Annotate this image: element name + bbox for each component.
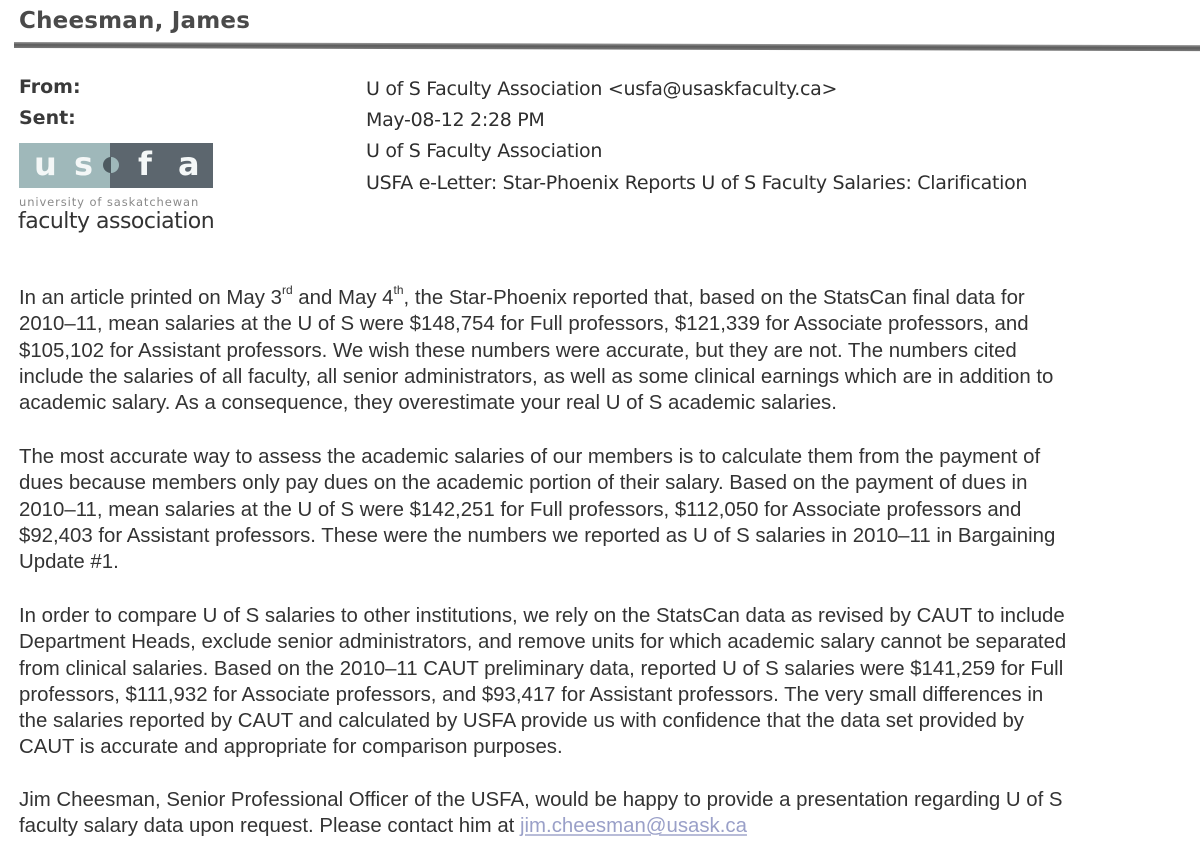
logo-letter-s: s [74,145,94,183]
logo-subtitle: university of saskatchewan [19,195,200,209]
paragraph-1 [19,285,1199,416]
paragraph-line: academic salary. As a consequence, they overestimate your real U of S academic salaries. [19,392,837,415]
logo-letter-u: u [34,145,57,183]
to-value: U of S Faculty Association [366,140,603,162]
paragraph-line: Update #1. [19,551,119,574]
header-rule [14,42,1200,51]
paragraph-3 [19,603,1199,761]
superscript: rd [281,283,293,298]
contact-email-link[interactable]: jim.cheesman@usask.ca [520,815,747,838]
superscript: th [393,283,404,298]
text-run: and May 4 [292,287,394,309]
text-run: faculty salary data upon request. Please contact him at [19,815,520,838]
logo-letter-f: f [138,145,152,183]
logo-letter-a: a [178,145,200,183]
paragraph-line: professors, $111,932 for Associate professors, and $93,417 for Assistant professors. The very small differences in [19,683,1044,706]
paragraph-line: include the salaries of all faculty, all senior administrators, as well as some clinical earnings which are in addition to [19,365,1054,388]
paragraph-line: Jim Cheesman, Senior Professional Officer of the USFA, would be happy to provide a presentation regarding U of S [19,789,1063,811]
logo-left-band [19,143,110,188]
logo-dot-icon [103,157,119,173]
sender-name: Cheesman, James [19,8,251,34]
paragraph-line: CAUT is accurate and appropriate for comparison purposes. [19,736,563,759]
paragraph-line: The most accurate way to assess the academic salaries of our members is to calculate them from the payment of [19,446,1041,468]
paragraph-4 [19,787,1199,840]
paragraph-line: 2010–11, mean salaries at the U of S were $142,251 for Full professors, $112,050 for Associate professors and [19,498,1022,521]
from-label: From: [19,76,81,98]
usfa-logo [19,143,213,240]
paragraph-2 [19,444,1199,575]
text-run: , the Star-Phoenix reported that, based on the StatsCan final data for [403,287,1025,309]
paragraph-line: $105,102 for Assistant professors. We wish these numbers were accurate, but they are not. The numbers cited [19,339,1017,362]
paragraph-line: from clinical salaries. Based on the 2010–11 CAUT preliminary data, reported U of S salaries were $141,259 for Full [19,657,1064,680]
paragraph-line: $92,403 for Assistant professors. These were the numbers we reported as U of S salaries in 2010–11 in Bargaining [19,524,1056,547]
paragraph-line: Department Heads, exclude senior administrators, and remove units for which academic salary cannot be separated [19,631,1067,654]
sent-label: Sent: [19,107,76,129]
logo-band [19,143,213,188]
text-run: In an article printed on May 3 [19,287,282,309]
paragraph-line [19,813,1199,839]
paragraph-line: the salaries reported by CAUT and calculated by USFA provide us with confidence that the data set provided by [19,710,1025,733]
paragraph-line: In order to compare U of S salaries to other institutions, we rely on the StatsCan data as revised by CAUT to include [19,605,1065,627]
paragraph-line: dues because members only pay dues on the academic portion of their salary. Based on the payment of dues in [19,472,1028,495]
paragraph-line [19,285,1199,311]
paragraph-line: 2010–11, mean salaries at the U of S were $148,754 for Full professors, $121,339 for Associate professors, and [19,313,1029,336]
from-value: U of S Faculty Association <usfa@usaskfaculty.ca> [366,78,838,100]
logo-right-band [110,143,213,188]
subject-value: USFA e-Letter: Star-Phoenix Reports U of S Faculty Salaries: Clarification [366,172,1028,194]
logo-title: faculty association [18,209,215,234]
sent-value: May-08-12 2:28 PM [366,109,545,131]
